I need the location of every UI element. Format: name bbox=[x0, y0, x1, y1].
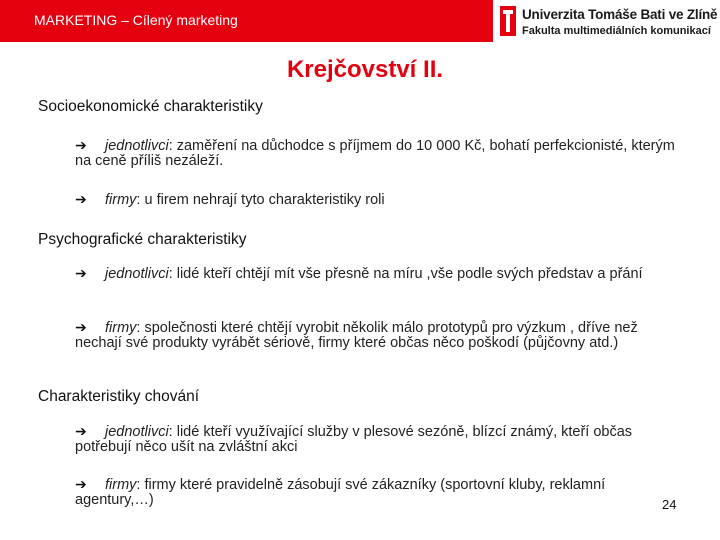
bullet-item bbox=[75, 320, 675, 351]
section-heading-behavior: Charakteristiky chování bbox=[38, 388, 200, 405]
arrow-right-icon: ➔ bbox=[75, 191, 87, 207]
bullet-text: : zaměření na důchodce s příjmem do 10 000 Kč, bohatí perfekcionisté, kterým na ceně příliš nezáleží. bbox=[75, 138, 675, 169]
bullet-lead: firmy bbox=[105, 192, 137, 208]
bullet-text: : firmy které pravidelně zásobují své zákazníky (sportovní kluby, reklamní agentury,…) bbox=[75, 477, 606, 508]
logo-university-name: Univerzita Tomáše Bati ve Zlíně bbox=[522, 7, 718, 22]
header-title: MARKETING – Cílený marketing bbox=[34, 12, 238, 28]
arrow-right-icon: ➔ bbox=[75, 423, 87, 439]
bullet-lead: jednotlivci bbox=[105, 138, 169, 154]
arrow-right-icon: ➔ bbox=[75, 476, 87, 492]
bullet-item bbox=[75, 477, 655, 508]
bullet-item bbox=[75, 138, 675, 169]
arrow-right-icon: ➔ bbox=[75, 265, 87, 281]
logo-faculty-name: Fakulta multimediálních komunikací bbox=[522, 25, 711, 37]
header-bar bbox=[0, 0, 493, 42]
utb-logo-icon bbox=[500, 6, 516, 36]
arrow-right-icon: ➔ bbox=[75, 319, 87, 335]
section-heading-psychographic: Psychografické charakteristiky bbox=[38, 231, 247, 248]
bullet-text: : lidé kteří chtějí mít vše přesně na míru ,vše podle svých představ a přání bbox=[168, 266, 643, 282]
section-heading-socioeconomic: Socioekonomické charakteristiky bbox=[38, 98, 263, 115]
bullet-item bbox=[75, 266, 675, 282]
arrow-right-icon: ➔ bbox=[75, 137, 87, 153]
bullet-lead: firmy bbox=[105, 320, 137, 336]
bullet-lead: firmy bbox=[105, 477, 137, 493]
bullet-text: : lidé kteří využívající služby v plesové sezóně, blízcí známý, kteří občas potřebují něco ušít na zvláštní akci bbox=[75, 424, 633, 455]
bullet-text: : společnosti které chtějí vyrobit několik málo prototypů pro výzkum , dříve než nechají své produkty vyrábět sériově, firmy které občas něco poškodí (půjčovny atd.) bbox=[75, 320, 638, 351]
bullet-item bbox=[75, 424, 675, 455]
bullet-text: : u firem nehrají tyto charakteristiky roli bbox=[136, 192, 385, 208]
university-logo bbox=[500, 4, 718, 40]
bullet-lead: jednotlivci bbox=[105, 266, 169, 282]
bullet-lead: jednotlivci bbox=[105, 424, 169, 440]
slide-title: Krejčovství II. bbox=[286, 56, 444, 83]
page-number: 24 bbox=[662, 497, 677, 512]
bullet-item bbox=[75, 192, 675, 208]
